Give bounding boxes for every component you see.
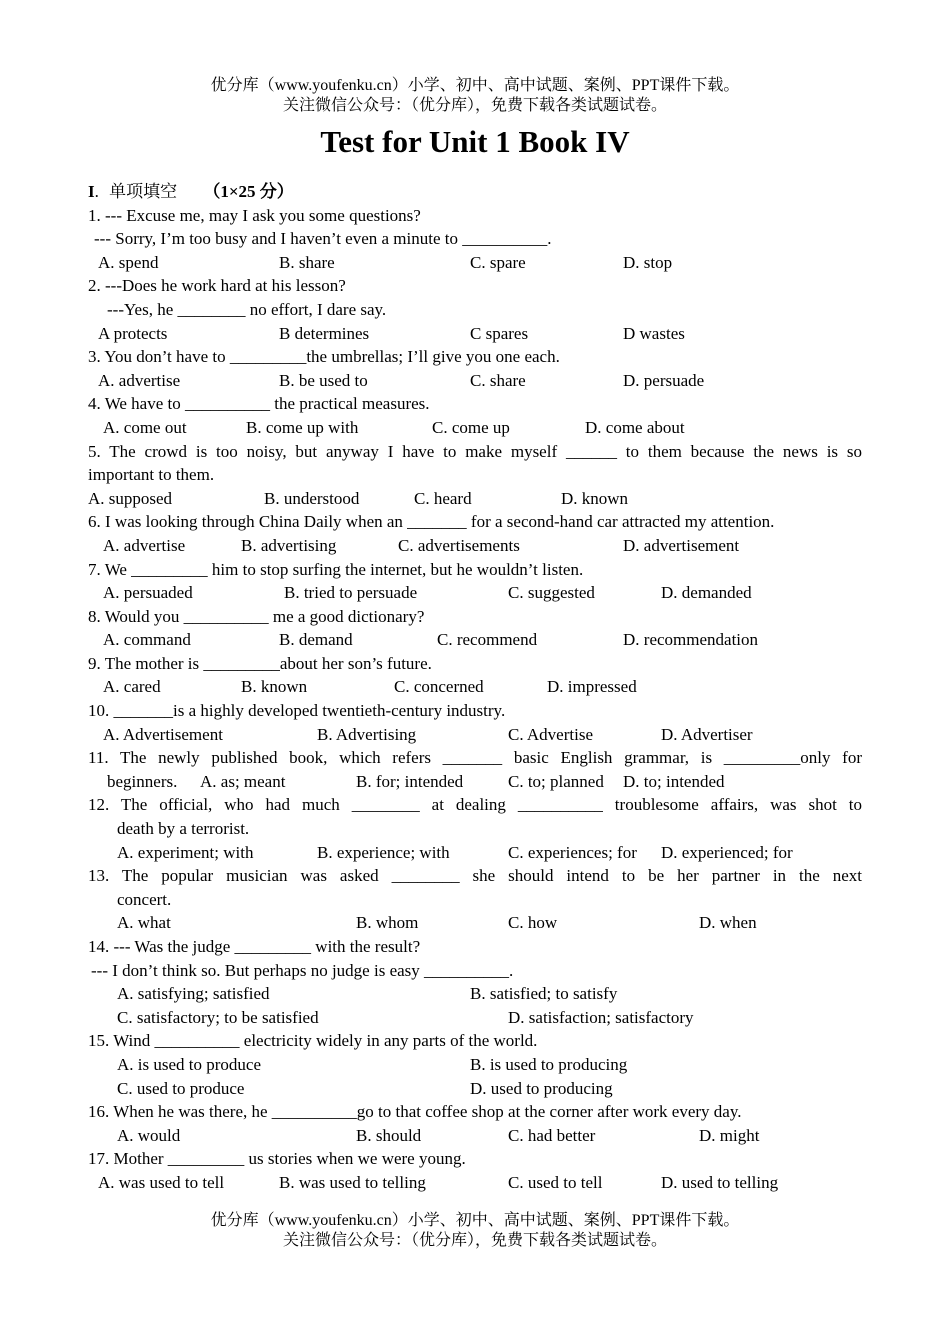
question-9-option-b: B. known bbox=[241, 677, 308, 697]
question-10-option-b: B. Advertising bbox=[317, 724, 417, 744]
question-7-options bbox=[88, 581, 862, 605]
question-16-option-b: B. should bbox=[356, 1125, 422, 1145]
question-17-stem-1: 17. Mother _________ us stories when we were young. bbox=[88, 1149, 466, 1169]
question-8-options bbox=[88, 628, 862, 652]
question-3-option-c: C. share bbox=[470, 370, 526, 390]
question-10-option-d: D. Advertiser bbox=[661, 724, 753, 744]
question-16-stem-1: 16. When he was there, he __________go to that coffee shop at the corner after work every day. bbox=[88, 1102, 742, 1122]
question-10-option-c: C. Advertise bbox=[508, 724, 593, 744]
question-list bbox=[88, 180, 862, 1195]
question-14-option-d: D. satisfaction; satisfactory bbox=[508, 1007, 694, 1027]
question-14-option-c: C. satisfactory; to be satisfied bbox=[117, 1007, 319, 1027]
question-1-option-a: A. spend bbox=[98, 252, 159, 272]
question-6-option-d: D. advertisement bbox=[623, 535, 740, 555]
question-12-option-d: D. experienced; for bbox=[661, 842, 793, 862]
question-6-option-b: B. advertising bbox=[241, 535, 337, 555]
question-15-options-row-2 bbox=[88, 1077, 862, 1101]
question-6-stem-1: 6. I was looking through China Daily when an _______ for a second-hand car attracted my attention. bbox=[88, 512, 775, 532]
question-3-option-b: B. be used to bbox=[279, 370, 368, 390]
question-4-options bbox=[88, 416, 862, 440]
question-14-stem-1: 14. --- Was the judge _________ with the result? bbox=[88, 937, 421, 956]
question-7-option-a: A. persuaded bbox=[103, 583, 193, 603]
question-7-stem-1: 7. We _________ him to stop surfing the internet, but he wouldn’t listen. bbox=[88, 559, 584, 579]
question-14-option-b: B. satisfied; to satisfy bbox=[470, 984, 618, 1004]
question-17-option-c: C. used to tell bbox=[508, 1172, 603, 1192]
question-2-stem-1: 2. ---Does he work hard at his lesson? bbox=[88, 276, 346, 296]
question-2-options bbox=[88, 322, 862, 346]
question-15-option-c: C. used to produce bbox=[117, 1078, 245, 1098]
question-6-options bbox=[88, 534, 862, 558]
question-13-stem-1: 13. The popular musician was asked ________ she should intend to be her partner in the next bbox=[88, 866, 862, 886]
question-12-option-c: C. experiences; for bbox=[508, 842, 637, 862]
page-footer bbox=[0, 1211, 950, 1251]
question-5-option-b: B. understood bbox=[264, 488, 360, 508]
question-8-option-a: A. command bbox=[103, 630, 191, 650]
footer-line-2: 关注微信公众号：（优分库），免费下载各类试题试卷。 bbox=[282, 1232, 667, 1249]
question-13-stem-2: concert. bbox=[117, 889, 172, 909]
question-3-options bbox=[88, 369, 862, 393]
footer-line-1: 优分库（www.youfenku.cn）小学、初中、高中试题、案例、PPT课件下载。 bbox=[210, 1212, 740, 1229]
question-11-option-d: D. to; intended bbox=[623, 771, 725, 791]
question-10-options bbox=[88, 723, 862, 747]
page-header bbox=[0, 76, 950, 116]
question-15-options-row-1 bbox=[88, 1053, 862, 1077]
question-1-option-b: B. share bbox=[279, 252, 335, 272]
question-17-option-b: B. was used to telling bbox=[279, 1172, 426, 1192]
question-8-option-c: C. recommend bbox=[437, 630, 538, 650]
question-13-options bbox=[88, 911, 862, 935]
question-15-option-b: B. is used to producing bbox=[470, 1054, 628, 1074]
header-line-2: 关注微信公众号：（优分库），免费下载各类试题试卷。 bbox=[282, 97, 667, 114]
question-5-option-d: D. known bbox=[561, 488, 629, 508]
question-10-option-a: A. Advertisement bbox=[103, 724, 223, 744]
question-11-option-c: C. to; planned bbox=[508, 771, 604, 791]
question-1-stem-1: 1. --- Excuse me, may I ask you some questions? bbox=[88, 205, 421, 225]
question-3-option-d: D. persuade bbox=[623, 370, 705, 390]
question-17-option-a: A. was used to tell bbox=[98, 1172, 225, 1192]
question-5-stem-1: 5. The crowd is too noisy, but anyway I have to make myself ______ to them because the news is so bbox=[88, 441, 862, 461]
question-4-option-c: C. come up bbox=[432, 417, 510, 437]
question-17-options bbox=[88, 1171, 862, 1195]
question-12-options bbox=[88, 841, 862, 865]
section-label: 单项填空 bbox=[109, 182, 178, 201]
section-score: （1×25 分） bbox=[203, 182, 294, 201]
question-15-option-a: A. is used to produce bbox=[117, 1054, 262, 1074]
question-2-option-d: D wastes bbox=[623, 323, 685, 343]
question-6-option-a: A. advertise bbox=[103, 535, 186, 555]
question-14-option-a: A. satisfying; satisfied bbox=[117, 984, 270, 1004]
question-14-stem-2: --- I don’t think so. But perhaps no judge is easy __________. bbox=[91, 960, 514, 980]
question-7-option-b: B. tried to persuade bbox=[284, 583, 418, 603]
question-11-stem-2: beginners. bbox=[107, 771, 178, 791]
question-11-stem-1: 11. The newly published book, which refers _______ basic English grammar, is _________only for bbox=[88, 748, 862, 768]
question-16-option-c: C. had better bbox=[508, 1125, 596, 1145]
question-13-option-a: A. what bbox=[117, 913, 171, 933]
question-12-option-a: A. experiment; with bbox=[117, 842, 254, 862]
question-9-option-d: D. impressed bbox=[547, 677, 637, 697]
question-4-option-d: D. come about bbox=[585, 417, 685, 437]
question-4-option-b: B. come up with bbox=[246, 417, 359, 437]
section-roman: I bbox=[88, 182, 95, 201]
question-15-stem-1: 15. Wind __________ electricity widely in any parts of the world. bbox=[88, 1031, 538, 1051]
question-1-options bbox=[88, 251, 862, 275]
question-5-stem-2: important to them. bbox=[88, 465, 215, 485]
question-16-option-a: A. would bbox=[117, 1125, 181, 1145]
question-5-options bbox=[88, 487, 862, 511]
question-8-stem-1: 8. Would you __________ me a good dictionary? bbox=[88, 606, 425, 626]
question-1-option-d: D. stop bbox=[623, 252, 673, 272]
question-9-option-a: A. cared bbox=[103, 677, 161, 697]
question-3-option-a: A. advertise bbox=[98, 370, 181, 390]
header-line-1: 优分库（www.youfenku.cn）小学、初中、高中试题、案例、PPT课件下载。 bbox=[210, 77, 740, 94]
question-2-option-a: A protects bbox=[98, 323, 168, 343]
question-14-options-row-2 bbox=[88, 1006, 862, 1030]
question-16-options bbox=[88, 1124, 862, 1148]
question-8-option-b: B. demand bbox=[279, 630, 353, 650]
question-14-options-row-1 bbox=[88, 982, 862, 1006]
question-17-option-d: D. used to telling bbox=[661, 1172, 779, 1192]
question-2-stem-2: ---Yes, he ________ no effort, I dare say. bbox=[107, 299, 387, 319]
question-2-option-b: B determines bbox=[279, 323, 370, 343]
question-9-stem-1: 9. The mother is _________about her son’s future. bbox=[88, 653, 432, 673]
question-15-option-d: D. used to producing bbox=[470, 1078, 613, 1098]
question-7-option-d: D. demanded bbox=[661, 583, 752, 603]
question-8-option-d: D. recommendation bbox=[623, 630, 759, 650]
question-1-option-c: C. spare bbox=[470, 252, 526, 272]
question-13-option-c: C. how bbox=[508, 913, 558, 933]
section-heading bbox=[88, 180, 862, 204]
question-9-options bbox=[88, 675, 862, 699]
question-11-option-a: A. as; meant bbox=[200, 771, 286, 791]
question-2-option-c: C spares bbox=[470, 323, 529, 343]
question-4-option-a: A. come out bbox=[103, 417, 187, 437]
question-7-option-c: C. suggested bbox=[508, 583, 595, 603]
question-13-option-b: B. whom bbox=[356, 913, 419, 933]
question-13-option-d: D. when bbox=[699, 913, 757, 933]
question-6-option-c: C. advertisements bbox=[398, 535, 520, 555]
section-dot: . bbox=[94, 182, 99, 201]
question-11-options bbox=[88, 770, 862, 794]
question-16-option-d: D. might bbox=[699, 1125, 760, 1145]
question-5-option-c: C. heard bbox=[414, 488, 472, 508]
question-12-stem-2: death by a terrorist. bbox=[117, 819, 250, 839]
question-9-option-c: C. concerned bbox=[394, 677, 484, 697]
question-5-option-a: A. supposed bbox=[88, 488, 173, 508]
question-1-stem-2: --- Sorry, I’m too busy and I haven’t even a minute to __________. bbox=[94, 229, 552, 249]
question-11-option-b: B. for; intended bbox=[356, 771, 464, 791]
question-12-stem-1: 12. The official, who had much ________ at dealing __________ troublesome affairs, was shot to bbox=[88, 795, 862, 815]
question-4-stem-1: 4. We have to __________ the practical measures. bbox=[88, 394, 430, 414]
question-3-stem-1: 3. You don’t have to _________the umbrellas; I’ll give you one each. bbox=[88, 347, 560, 367]
question-12-option-b: B. experience; with bbox=[317, 842, 450, 862]
question-10-stem-1: 10. _______is a highly developed twentieth-century industry. bbox=[88, 701, 506, 721]
page-title: Test for Unit 1 Book IV bbox=[320, 124, 630, 159]
